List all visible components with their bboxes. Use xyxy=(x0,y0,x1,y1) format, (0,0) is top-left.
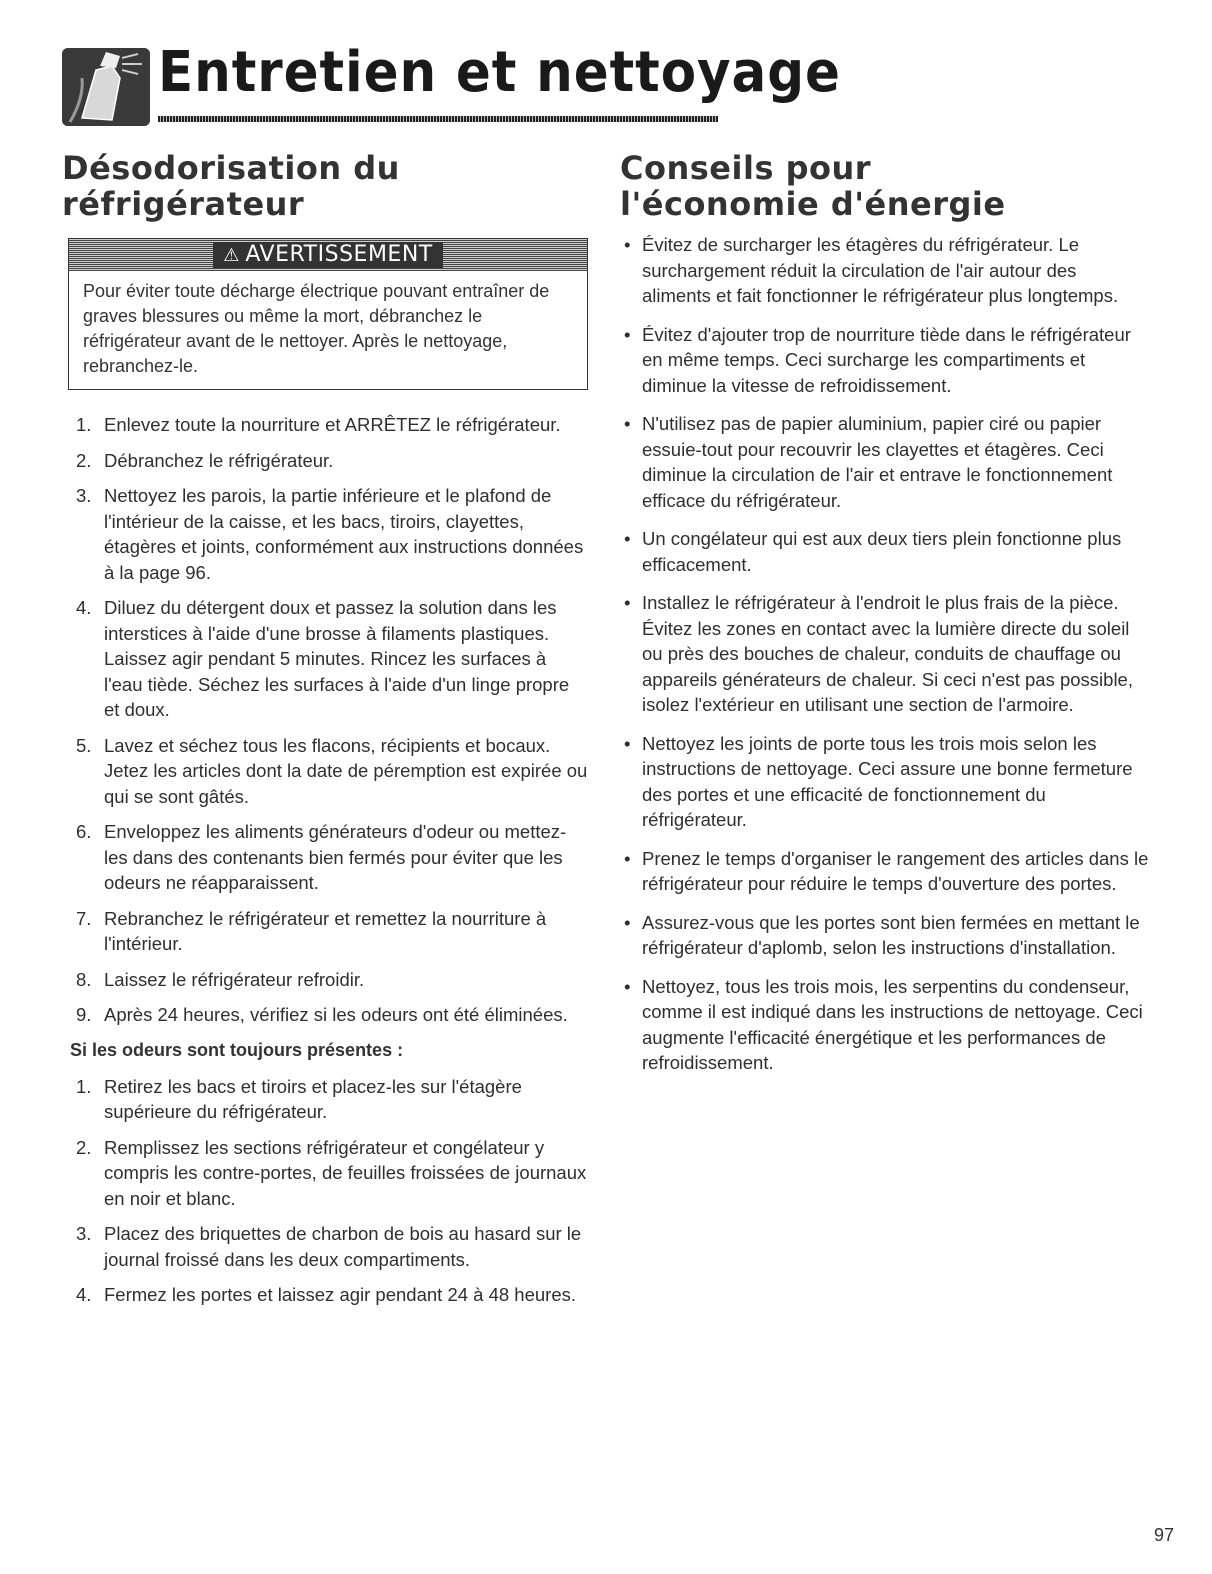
list-item: • Assurez-vous que les portes sont bien fermées en mettant le réfrigérateur d'aplomb, selon les instructions d'installation. xyxy=(624,911,1140,958)
section-title-deodorizing: Désodorisation du réfrigérateur xyxy=(62,149,400,223)
right-column xyxy=(620,150,1150,1089)
list-item: 5. Lavez et séchez tous les flacons, récipients et bocaux. Jetez les articles dont la date de péremption est expirée ou qui se sont gâtés. xyxy=(76,734,588,807)
warning-text: Pour éviter toute décharge électrique pouvant entraîner de graves blessures ou même la mort, débranchez le réfrigérateur avant de le nettoyer. Après le nettoyage, rebranchez-le. xyxy=(83,281,550,376)
odor-persist-steps xyxy=(62,1074,588,1308)
list-item: 1. Enlevez toute la nourriture et ARRÊTEZ le réfrigérateur. xyxy=(76,414,561,435)
list-item: • Un congélateur qui est aux deux tiers plein fonctionne plus efficacement. xyxy=(624,528,1122,575)
list-item: • Prenez le temps d'organiser le rangement des articles dans le réfrigérateur pour réduire le temps d'ouverture des portes. xyxy=(624,847,1149,894)
energy-tips-list xyxy=(620,232,1150,1076)
list-item: • Évitez de surcharger les étagères du réfrigérateur. Le surchargement réduit la circulation de l'air autour des aliments et fait fonctionner le réfrigérateur plus longtemps. xyxy=(624,234,1119,306)
list-item: • N'utilisez pas de papier aluminium, papier ciré ou papier essuie-tout pour recouvrir les clayettes et étagères. Ceci diminue la circulation de l'air et entrave le fonctionnement efficace du réfrigérateur. xyxy=(624,413,1113,511)
list-item: • Nettoyez, tous les trois mois, les serpentins du condenseur, comme il est indiqué dans les instructions de nettoyage. Ceci augmente l'efficacité énergétique et les performances de refroidissement. xyxy=(624,975,1143,1073)
title-underline xyxy=(158,116,718,122)
list-item: 9. Après 24 heures, vérifiez si les odeurs ont été éliminées. xyxy=(76,1004,568,1025)
subheading-odors-persist: Si les odeurs sont toujours présentes : xyxy=(70,1039,404,1060)
deodorizing-steps xyxy=(62,412,588,1028)
list-item: 3. Nettoyez les parois, la partie inférieure et le plafond de l'intérieur de la caisse, et les bacs, tiroirs, clayettes, étagères et joints, conformément aux instructions données à la page 96. xyxy=(76,485,584,583)
list-item: 8. Laissez le réfrigérateur refroidir. xyxy=(76,968,365,990)
list-item: 4. Diluez du détergent doux et passez la solution dans les interstices à l'aide d'une brosse à filaments plastiques. Laissez agir pendant 5 minutes. Rincez les surfaces à l'eau tiède. Séchez les surfaces à l'aide d'un linge propre et doux. xyxy=(76,597,570,720)
list-item: 2. Débranchez le réfrigérateur. xyxy=(76,449,334,471)
warning-banner xyxy=(69,239,587,271)
page-title: Entretien et nettoyage xyxy=(158,40,841,105)
list-item: 7. Rebranchez le réfrigérateur et remettez la nourriture à l'intérieur. xyxy=(76,907,547,954)
list-item: • Évitez d'ajouter trop de nourriture tiède dans le réfrigérateur en même temps. Ceci surcharge les compartiments et diminue la vitesse de refroidissement. xyxy=(624,323,1131,396)
page-number: 97 xyxy=(1154,1525,1175,1545)
list-item: 1. Retirez les bacs et tiroirs et placez-les sur l'étagère supérieure du réfrigérateur. xyxy=(76,1075,522,1122)
list-item: 3. Placez des briquettes de charbon de bois au hasard sur le journal froissé dans les deux compartiments. xyxy=(76,1223,582,1270)
list-item: • Nettoyez les joints de porte tous les trois mois selon les instructions de nettoyage. Ceci assure une bonne fermeture des portes et une efficacité de fonctionnement du réfrigérateur. xyxy=(624,732,1133,830)
section-title-energy-tips: Conseils pour l'économie d'énergie xyxy=(620,149,1006,223)
left-column xyxy=(62,150,588,1318)
list-item: 4. Fermez les portes et laissez agir pendant 24 à 48 heures. xyxy=(76,1284,577,1305)
list-item: 2. Remplissez les sections réfrigérateur et congélateur y compris les contre-portes, de feuilles froissées de journaux en noir et blanc. xyxy=(76,1136,587,1209)
warning-label: AVERTISSEMENT xyxy=(245,242,433,267)
list-item: 6. Enveloppez les aliments générateurs d'odeur ou mettez-les dans des contenants bien fermés pour éviter que les odeurs ne réapparaissent. xyxy=(76,821,567,893)
cleaning-bottle-icon xyxy=(62,48,150,126)
warning-triangle-icon: ⚠ xyxy=(223,245,240,265)
page-header xyxy=(62,36,841,128)
list-item: • Installez le réfrigérateur à l'endroit le plus frais de la pièce. Évitez les zones en contact avec la lumière directe du soleil ou près des bouches de chaleur, conduits de chauffage ou appareils générateurs de chaleur. Si ceci n'est pas possible, isolez l'extérieur en utilisant une section de l'armoire. xyxy=(624,592,1133,715)
warning-box xyxy=(68,238,588,390)
